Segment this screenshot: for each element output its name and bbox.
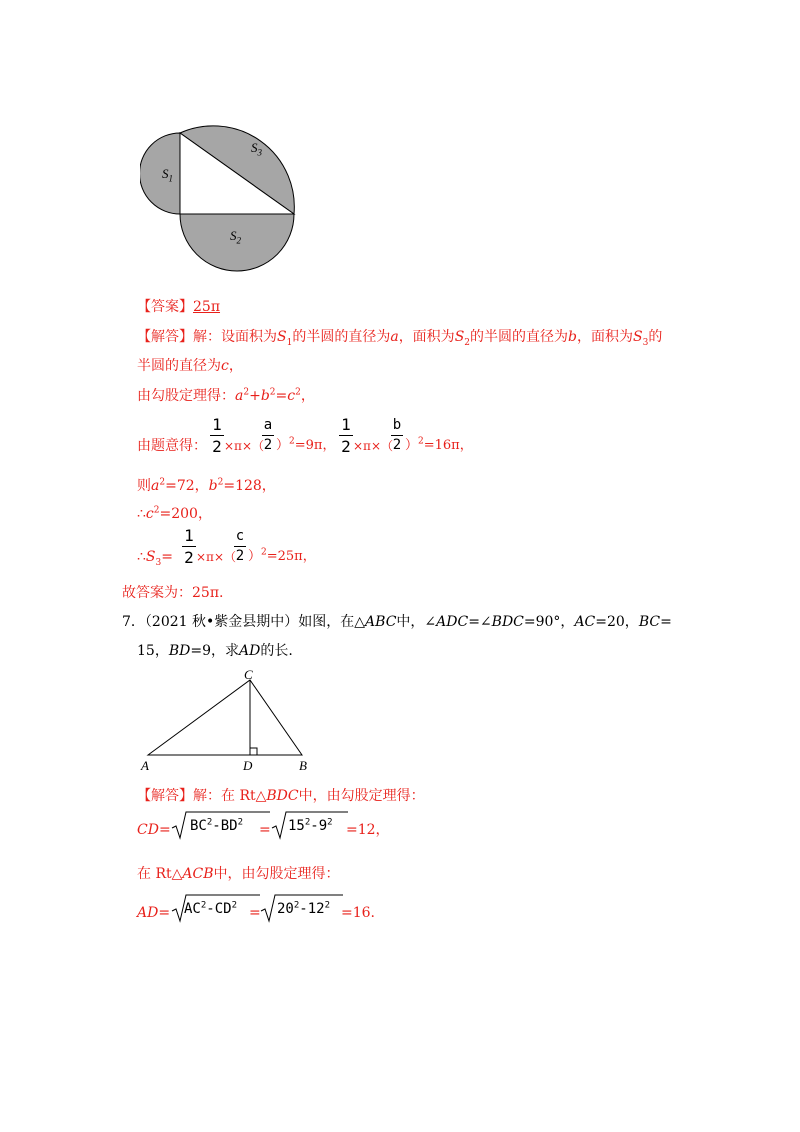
- semicircle-s1: [140, 133, 180, 214]
- solution1-line4-label: 由题意得：: [137, 438, 207, 454]
- problem7-line2: 15，BD=9，求AD的长.: [137, 643, 293, 659]
- solution2-line2: 在 Rt△ACB中，由勾股定理得：: [137, 866, 340, 882]
- ad-eq-mid: =: [249, 905, 261, 921]
- ad-equation-label: AD=: [137, 905, 171, 921]
- label-s3: $S_3$: [251, 140, 262, 158]
- label-d: D: [243, 758, 253, 773]
- sqrt-expr-1: $BC^2-BD^2$: [190, 817, 243, 834]
- frac5-tail: ×π×（: [196, 550, 236, 564]
- problem7-line1: 7．（2021 秋•紫金县期中）如图，在△ABC中，∠ADC=∠BDC=90°，AC=20，BC=: [122, 614, 672, 630]
- triangle-abc: [148, 680, 302, 755]
- frac2: a 2: [263, 417, 273, 453]
- semicircle-figure: [140, 95, 320, 275]
- frac3-tail: ×π×（: [353, 439, 393, 453]
- triangle-figure: [140, 675, 310, 760]
- label-b: B: [299, 758, 307, 773]
- eq2: ）$^2$=16π，: [405, 436, 473, 453]
- answer-value: 25π: [193, 299, 221, 315]
- label-s1: $S_1$: [162, 166, 173, 184]
- frac4: b 2: [392, 417, 402, 453]
- sqrt-expr-3: $AC^2-CD^2$: [184, 900, 237, 917]
- eq3: ）$^2$=25π，: [248, 547, 316, 564]
- label-c: C: [244, 667, 253, 682]
- right-angle-mark: [250, 748, 257, 755]
- label-s2: $S_2$: [230, 228, 241, 246]
- cd-equation-label: CD=: [137, 822, 171, 838]
- solution1-line7-label: $\therefore S_3=$: [137, 549, 173, 568]
- answer-line: [137, 297, 220, 317]
- frac6: c 2: [235, 528, 245, 564]
- solution1-line6: $\therefore c^2=200$，: [137, 505, 212, 522]
- solution1-line3: 由勾股定理得：$a^2+b^2=c^2$，: [137, 387, 315, 404]
- cd-result: =12，: [346, 822, 390, 838]
- label-a: A: [141, 758, 149, 773]
- frac5: 1 2: [182, 526, 196, 567]
- eq1: ）$^2$=9π，: [276, 436, 336, 453]
- frac1: 1 2: [210, 415, 224, 456]
- solution2-line1: 【解答】解：在 Rt△BDC中，由勾股定理得：: [137, 788, 425, 804]
- solution1-line2: 半圆的直径为c，: [137, 358, 243, 374]
- solution1-line1: 【解答】解：设面积为$S_1$的半圆的直径为a，面积为$S_2$的半圆的直径为b，面积为$S_3$的: [137, 329, 663, 348]
- solution1-line5: 则$a^2=72$，$b^2=128$，: [137, 477, 276, 494]
- frac3: 1 2: [339, 415, 353, 456]
- cd-eq-mid: =: [259, 822, 271, 838]
- sqrt-expr-2: $15^2-9^2$: [288, 817, 333, 834]
- ad-result: =16.: [341, 905, 375, 921]
- final-answer: 故答案为：25π.: [122, 585, 224, 601]
- answer-label: 【答案】: [137, 299, 193, 315]
- frac1-tail: ×π×（: [224, 439, 264, 453]
- sqrt-expr-4: $20^2-12^2$: [277, 900, 330, 917]
